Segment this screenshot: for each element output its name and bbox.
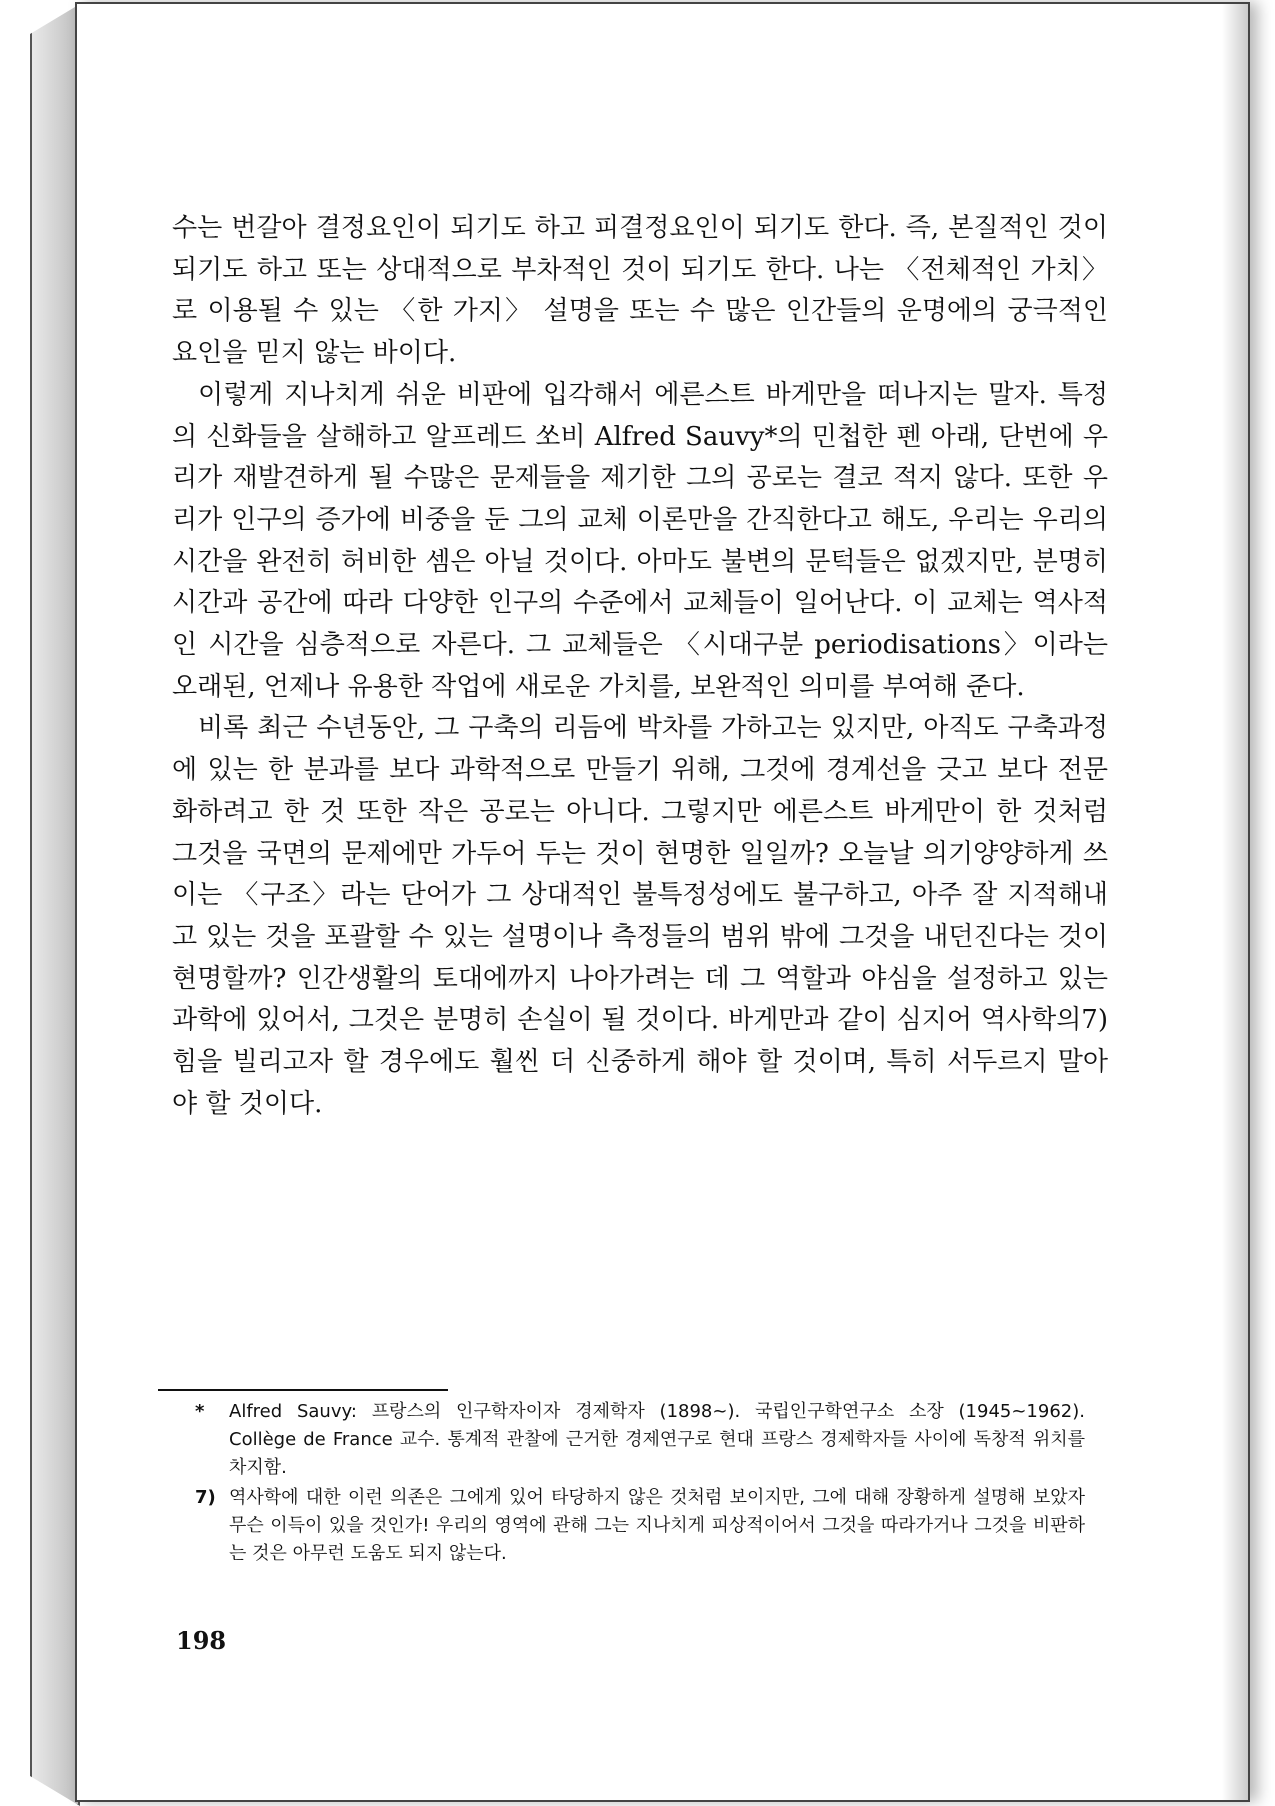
paragraph-3: 비록 최근 수년동안, 그 구축의 리듬에 박차를 가하고는 있지만, 아직도 구축과정에 있는 한 분과를 보다 과학적으로 만들기 위해, 그것에 경계선을 긋고 보다 전문화하려고 한 것 또한 작은 공로는 아니다. 그렇지만 에른스트 바게만이 한 것처럼 그것을 국면의 문제에만 가두어 두는 것이 현명한 일일까? 오늘날 의기양양하게 쓰이는 〈구조〉라는 단어가 그 상대적인 불특정성에도 불구하고, 아주 잘 지적해내고 있는 것을 포괄할 수 있는 설명이나 측정들의 범위 밖에 그것을 내던진다는 것이 현명할까? 인간생활의 토대에까지 나아가려는 데 그 역할과 야심을 설정하고 있는 과학에 있어서, 그것은 분명히 손실이 될 것이다. 바게만과 같이 심지어 역사학의7) 힘을 빌리고자 할 경우에도 훨씬 더 신중하게 해야 할 것이며, 특히 서두르지 말아야 할 것이다. [172, 713, 1108, 1119]
footnote-7 [195, 1484, 1085, 1568]
footnote-text: Alfred Sauvy: 프랑스의 인구학자이자 경제학자 (1898~). 국립인구학연구소 소장 (1945~1962). Collège de France 교수. 통계적 관찰에 근거한 경제연구로 현대 프랑스 경제학자들 사이에 독창적 위치를 차지함. [229, 1401, 1085, 1478]
footnote-mark: * [195, 1401, 205, 1422]
page-edge-shading [1222, 4, 1248, 1800]
book-spine [30, 4, 80, 1806]
page-number: 198 [176, 1626, 227, 1655]
footnote-sauvy [195, 1398, 1085, 1482]
paragraph-2: 이렇게 지나치게 쉬운 비판에 입각해서 에른스트 바게만을 떠나지는 말자. 특정의 신화들을 살해하고 알프레드 쏘비 Alfred Sauvy*의 민첩한 펜 아래, 단번에 우리가 재발견하게 될 수많은 문제들을 제기한 그의 공로는 결코 적지 않다. 또한 우리가 인구의 증가에 비중을 둔 그의 교체 이론만을 간직한다고 해도, 우리는 우리의 시간을 완전히 허비한 셈은 아닐 것이다. 아마도 불변의 문턱들은 없겠지만, 분명히 시간과 공간에 따라 다양한 인구의 수준에서 교체들이 일어난다. 이 교체는 역사적인 시간을 심층적으로 자른다. 그 교체들은 〈시대구분 periodisations〉이라는 오래된, 언제나 유용한 작업에 새로운 가치를, 보완적인 의미를 부여해 준다. [172, 379, 1108, 702]
footnote-rule [158, 1389, 448, 1391]
footnote-mark: 7) [195, 1487, 216, 1508]
paragraph-1: 수는 번갈아 결정요인이 되기도 하고 피결정요인이 되기도 한다. 즉, 본질적인 것이 되기도 하고 또는 상대적으로 부차적인 것이 되기도 한다. 나는 〈전체적인 가치〉로 이용될 수 있는 〈한 가지〉 설명을 또는 수 많은 인간들의 운명에의 궁극적인 요인을 믿지 않는 바이다. [172, 213, 1108, 369]
footnote-text: 역사학에 대한 이런 의존은 그에게 있어 타당하지 않은 것처럼 보이지만, 그에 대해 장황하게 설명해 보았자 무슨 이득이 있을 것인가! 우리의 영역에 관해 그는 지나치게 피상적이어서 그것을 따라가거나 그것을 비판하는 것은 아무런 도움도 되지 않는다. [229, 1487, 1085, 1564]
footnotes [195, 1398, 1085, 1570]
body-text [172, 208, 1108, 1125]
